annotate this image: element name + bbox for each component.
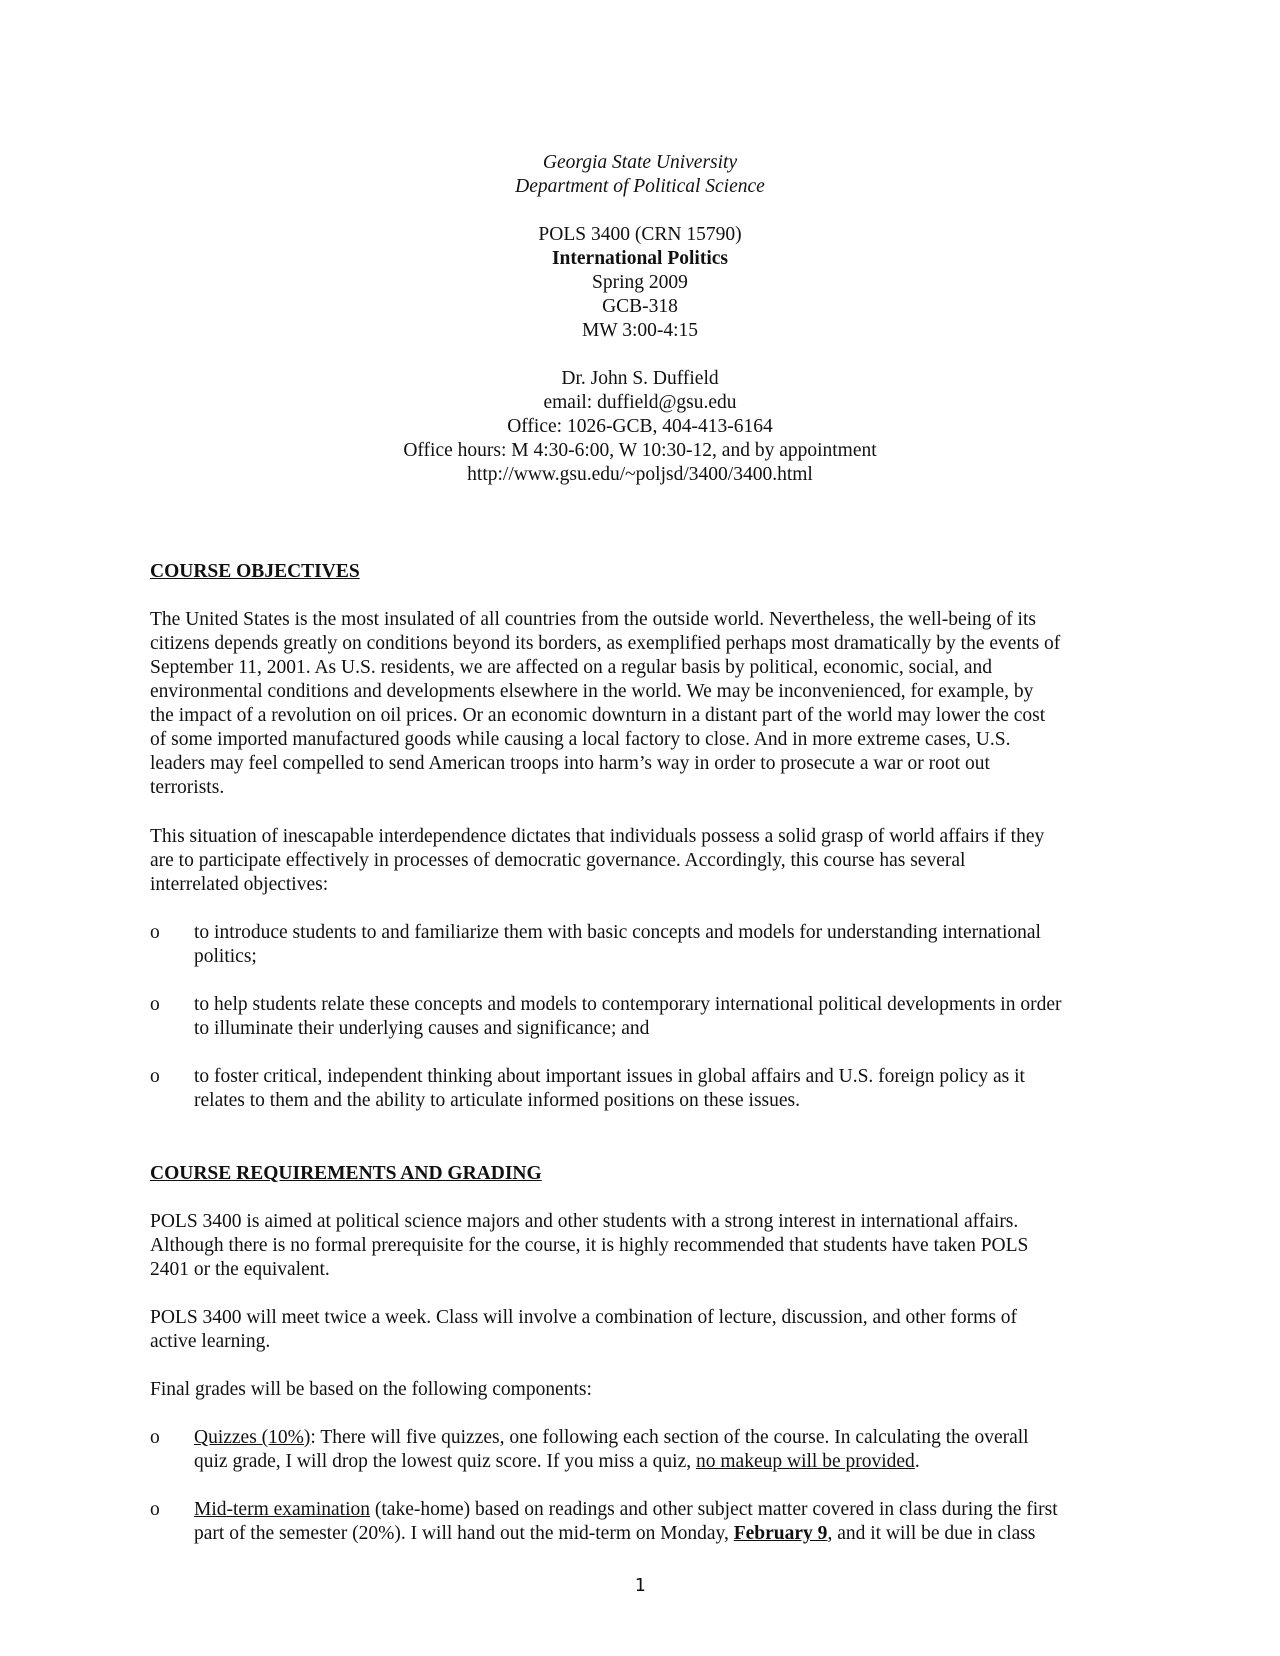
bullet-marker: o	[150, 994, 160, 1015]
objectives-paragraph-1	[150, 608, 1130, 800]
office-hours: Office hours: M 4:30-6:00, W 10:30-12, and by appointment	[403, 440, 877, 461]
text-line: POLS 3400 is aimed at political science majors and other students with a strong interest in international affairs.	[150, 1211, 1019, 1232]
requirements-section	[150, 1162, 1130, 1186]
text-run: : There will five quizzes, one following each section of the course. In calculating the overall	[310, 1427, 1029, 1448]
grading-item-midterm	[150, 1498, 1130, 1546]
page-number: 1	[634, 1575, 646, 1596]
grading-intro: Final grades will be based on the following components:	[150, 1379, 592, 1400]
no-makeup-note: no makeup will be provided	[696, 1451, 915, 1472]
course-url: http://www.gsu.edu/~poljsd/3400/3400.html	[467, 464, 813, 485]
requirements-paragraph-2	[150, 1306, 1130, 1354]
text-run: .	[914, 1451, 920, 1472]
text-line: the impact of a revolution on oil prices. Or an economic downturn in a distant part of the world may lower the cost	[150, 705, 1046, 726]
requirements-paragraph-1	[150, 1210, 1130, 1282]
text-line: terrorists.	[150, 777, 225, 798]
course-code: POLS 3400 (CRN 15790)	[538, 224, 742, 245]
text-line: to introduce students to and familiarize them with basic concepts and models for understanding international	[194, 922, 1041, 943]
objective-bullet-3	[150, 1065, 1130, 1113]
midterm-date: February 9	[733, 1523, 828, 1544]
text-line: are to participate effectively in processes of democratic governance. Accordingly, this course has several	[150, 850, 966, 871]
course-term: Spring 2009	[592, 272, 688, 293]
bullet-marker: o	[150, 1066, 160, 1087]
text-run: (take-home) based on readings and other subject matter covered in class during the first	[370, 1499, 1058, 1520]
text-run: part of the semester (20%). I will hand out the mid-term on Monday,	[194, 1523, 734, 1544]
text-line: citizens depends greatly on conditions beyond its borders, as exemplified perhaps most dramatically by the events of	[150, 633, 1061, 654]
text-line: of some imported manufactured goods while causing a local factory to close. And in more extreme cases, U.S.	[150, 729, 1011, 750]
text-line: POLS 3400 will meet twice a week. Class will involve a combination of lecture, discussion, and other forms of	[150, 1307, 1018, 1328]
text-line: September 11, 2001. As U.S. residents, we are affected on a regular basis by political, economic, social, and	[150, 657, 993, 678]
text-line: environmental conditions and developments elsewhere in the world. We may be inconvenienced, for example, by	[150, 681, 1034, 702]
text-line: leaders may feel compelled to send American troops into harm’s way in order to prosecute a war or root out	[150, 753, 990, 774]
text-run: , and it will be due in class	[827, 1523, 1036, 1544]
objectives-paragraph-2	[150, 825, 1130, 897]
text-line: interrelated objectives:	[150, 874, 329, 895]
bullet-marker: o	[150, 1427, 160, 1448]
university-name: Georgia State University	[542, 152, 738, 173]
objectives-heading: COURSE OBJECTIVES	[150, 561, 360, 582]
text-line: to illuminate their underlying causes and significance; and	[194, 1018, 650, 1039]
text-run: quiz grade, I will drop the lowest quiz score. If you miss a quiz,	[194, 1451, 697, 1472]
course-title: International Politics	[551, 248, 729, 269]
text-line: Although there is no formal prerequisite for the course, it is highly recommended that students have taken POLS	[150, 1235, 1029, 1256]
text-line: relates to them and the ability to articulate informed positions on these issues.	[194, 1090, 800, 1111]
syllabus-header	[0, 151, 1280, 487]
bullet-marker: o	[150, 922, 160, 943]
objective-bullet-1	[150, 921, 1130, 969]
requirements-paragraph-3	[150, 1378, 1130, 1402]
instructor-email: email: duffield@gsu.edu	[543, 392, 737, 413]
course-schedule: MW 3:00-4:15	[581, 320, 699, 341]
objectives-section	[150, 560, 1130, 584]
department-name: Department of Political Science	[515, 176, 765, 197]
text-line: This situation of inescapable interdependence dictates that individuals possess a solid grasp of world affairs if they	[150, 826, 1045, 847]
text-line: The United States is the most insulated of all countries from the outside world. Nevertheless, the well-being of its	[150, 609, 1036, 630]
midterm-label: Mid-term examination	[194, 1499, 370, 1520]
text-line: to foster critical, independent thinking about important issues in global affairs and U.S. foreign policy as it	[194, 1066, 1025, 1087]
course-room: GCB-318	[602, 296, 678, 317]
instructor-office: Office: 1026-GCB, 404-413-6164	[507, 416, 773, 437]
bullet-marker: o	[150, 1499, 160, 1520]
grading-item-quizzes	[150, 1426, 1130, 1474]
text-line: to help students relate these concepts and models to contemporary international political developments in order	[194, 994, 1062, 1015]
text-line: active learning.	[150, 1331, 271, 1352]
requirements-heading: COURSE REQUIREMENTS AND GRADING	[150, 1163, 542, 1184]
quizzes-label: Quizzes (10%)	[194, 1427, 311, 1448]
instructor-name: Dr. John S. Duffield	[561, 368, 719, 389]
objective-bullet-2	[150, 993, 1130, 1041]
text-line: 2401 or the equivalent.	[150, 1259, 330, 1280]
text-line: politics;	[194, 946, 257, 967]
